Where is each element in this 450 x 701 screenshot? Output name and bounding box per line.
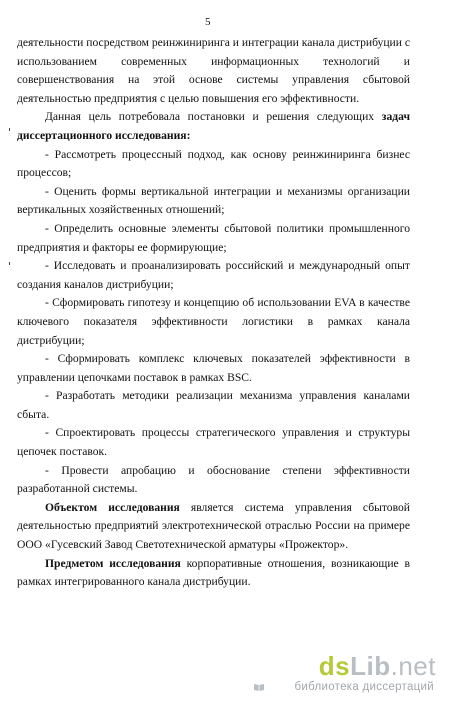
paragraph-text: - Исследовать и проанализировать российский и международный опыт создания каналов дистрибуции; [17, 259, 410, 291]
paragraph [17, 555, 410, 592]
paragraph [17, 462, 410, 499]
paragraph [17, 424, 410, 461]
paragraph [17, 146, 410, 183]
paragraph-text: корпоративные отношения, возникающие в рамках интегрированного канала дистрибуции. [17, 556, 411, 589]
paragraph [17, 294, 410, 350]
paragraph-text: - Спроектировать процессы стратегического управления и структуры цепочек поставок. [17, 426, 410, 459]
margin-mark [9, 262, 10, 265]
paragraph-text: Данная цель потребовала постановки и решения следующих [45, 110, 382, 124]
book-icon [254, 683, 264, 691]
document-body [17, 34, 410, 592]
paragraph [17, 108, 410, 145]
paragraph-text: деятельности посредством реинжиниринга и интеграции канала дистрибуции с использованием современных информационных технологий и совершенствования на этой основе системы управления сбытовой деятельностью предприятия с целью повышения его эффективности. [17, 36, 410, 105]
watermark-caption: библиотека диссертаций [294, 681, 434, 693]
paragraph [17, 34, 410, 108]
paragraph-text: - Оценить формы вертикальной интеграции и механизмы организации вертикальных хозяйственных отношений; [17, 184, 410, 217]
paragraph-text: - Рассмотреть процессный подход, как основу реинжиниринга бизнес процессов; [17, 147, 410, 180]
paragraph [17, 220, 410, 257]
paragraph [17, 257, 410, 294]
paragraph-text: - Провести апробацию и обоснование степени эффективности разработанной системы. [17, 463, 410, 496]
bold-term: Предметом исследования [45, 556, 181, 570]
paragraph [17, 183, 410, 220]
paragraph [17, 499, 410, 555]
bold-term: задач диссертационного исследования: [17, 110, 410, 142]
paragraph-text: - Сформировать комплекс ключевых показателей эффективности в управлении цепочками поставок в рамках BSC. [17, 352, 410, 384]
page-number: 5 [205, 16, 211, 28]
paragraph [17, 387, 410, 424]
paragraph-text: - Определить основные элементы сбытовой политики промышленного предприятия и факторы ее формирующие; [17, 221, 410, 254]
paragraph-text: является система управления сбытовой деятельностью предприятий электротехнической отраслью России на примере ООО «Гусевский Завод Светотехнической арматуры «Прожектор». [17, 500, 410, 552]
watermark [236, 651, 436, 695]
watermark-logo: dsLib.net [318, 651, 436, 681]
paragraph-text: - Сформировать гипотезу и концепцию об использовании EVA в качестве ключевого показателя эффективности логистики в рамках канала дистрибуции; [17, 296, 410, 347]
paragraph [17, 350, 410, 387]
bold-term: Объектом исследования [45, 500, 180, 514]
paragraph-text: - Разработать методики реализации механизма управления каналами сбыта. [17, 389, 410, 421]
margin-mark [9, 128, 10, 131]
